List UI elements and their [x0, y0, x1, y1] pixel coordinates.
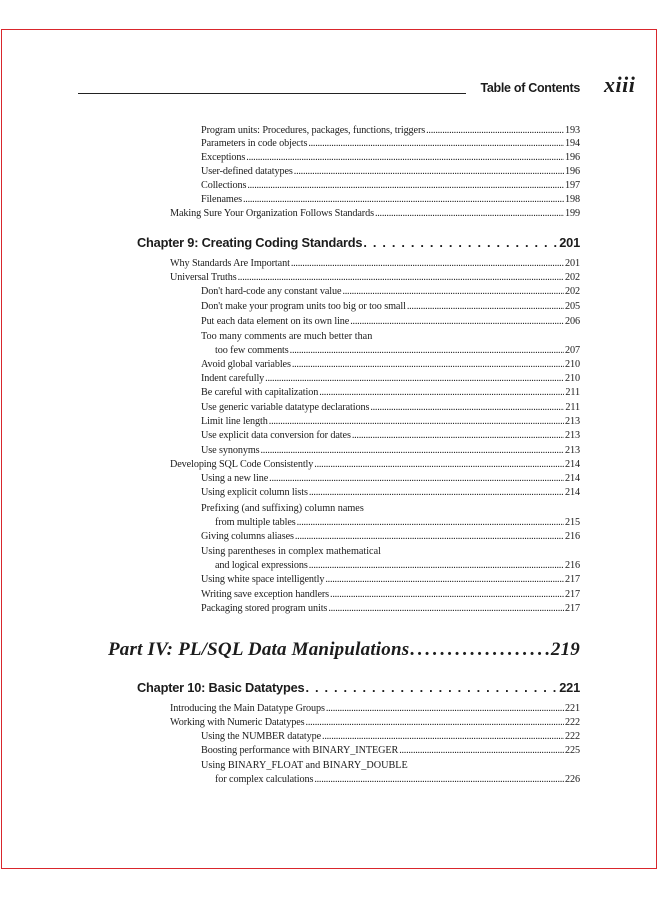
toc-entry[interactable]: Avoid global variables . . . 210 [201, 358, 580, 371]
running-header [78, 79, 580, 95]
toc-entry[interactable]: from multiple tables . . . 215 [215, 516, 580, 529]
toc-entry-line1[interactable]: Prefixing (and suffixing) column names [201, 503, 364, 514]
toc-entry[interactable]: Don't make your program units too big or too small . . . 205 [201, 300, 580, 313]
toc-entry[interactable]: and logical expressions . . . 216 [215, 559, 580, 572]
toc-entry[interactable]: Using explicit column lists . . . 214 [201, 486, 580, 499]
toc-chapter-9[interactable]: Chapter 9: Creating Coding Standards . . . 201 [137, 235, 580, 251]
toc-entry[interactable]: Program units: Procedures, packages, functions, triggers . . . 193 [201, 124, 580, 137]
toc-entry[interactable]: Indent carefully . . . 210 [201, 372, 580, 385]
toc-entry[interactable]: Using white space intelligently . . . 217 [201, 573, 580, 586]
toc-entry-line1[interactable]: Too many comments are much better than [201, 331, 373, 342]
toc-entry[interactable]: Exceptions . . . 196 [201, 151, 580, 164]
toc-chapter-10[interactable]: Chapter 10: Basic Datatypes . . . 221 [137, 680, 580, 696]
toc-entry[interactable]: Filenames . . . 198 [201, 193, 580, 206]
toc-section[interactable]: Developing SQL Code Consistently . . . 214 [170, 458, 580, 471]
toc-part-4[interactable]: Part IV: PL/SQL Data Manipulations . . . 219 [108, 639, 580, 661]
toc-section[interactable]: Making Sure Your Organization Follows Standards . . . 199 [170, 207, 580, 220]
toc-section[interactable]: Universal Truths . . . 202 [170, 271, 580, 284]
toc-entry[interactable]: Put each data element on its own line . . . 206 [201, 315, 580, 328]
toc-entry[interactable]: Collections . . . 197 [201, 179, 580, 192]
toc-entry[interactable]: Be careful with capitalization . . . 211 [201, 386, 580, 399]
toc-entry[interactable]: Use generic variable datatype declarations . . . 211 [201, 401, 580, 414]
toc-entry[interactable]: Giving columns aliases . . . 216 [201, 530, 580, 543]
toc-section[interactable]: Working with Numeric Datatypes . . . 222 [170, 716, 580, 729]
toc-entry[interactable]: Use synonyms . . . 213 [201, 444, 580, 457]
toc-entry[interactable]: Writing save exception handlers . . . 217 [201, 588, 580, 601]
toc-entry[interactable]: Limit line length . . . 213 [201, 415, 580, 428]
toc-entry[interactable]: too few comments . . . 207 [215, 344, 580, 357]
toc-entry-line1[interactable]: Using parentheses in complex mathematical [201, 546, 381, 557]
toc-entry[interactable]: Boosting performance with BINARY_INTEGER . . . 225 [201, 744, 580, 757]
header-title: Table of Contents [480, 81, 580, 95]
page-number: xiii [604, 72, 636, 97]
toc-entry[interactable]: Using a new line . . . 214 [201, 472, 580, 485]
toc-entry-line1[interactable]: Using BINARY_FLOAT and BINARY_DOUBLE [201, 760, 408, 771]
toc-entry[interactable]: for complex calculations . . . 226 [215, 773, 580, 786]
toc-entry[interactable]: User-defined datatypes . . . 196 [201, 165, 580, 178]
toc-entry[interactable]: Packaging stored program units . . . 217 [201, 602, 580, 615]
toc-entry[interactable]: Don't hard-code any constant value . . . 202 [201, 285, 580, 298]
toc-section[interactable]: Introducing the Main Datatype Groups . . . 221 [170, 702, 580, 715]
header-rule [78, 93, 466, 94]
toc-section[interactable]: Why Standards Are Important . . . 201 [170, 257, 580, 270]
toc-entry[interactable]: Parameters in code objects . . . 194 [201, 137, 580, 150]
toc-entry[interactable]: Using the NUMBER datatype . . . 222 [201, 730, 580, 743]
toc-entry[interactable]: Use explicit data conversion for dates . . . 213 [201, 429, 580, 442]
